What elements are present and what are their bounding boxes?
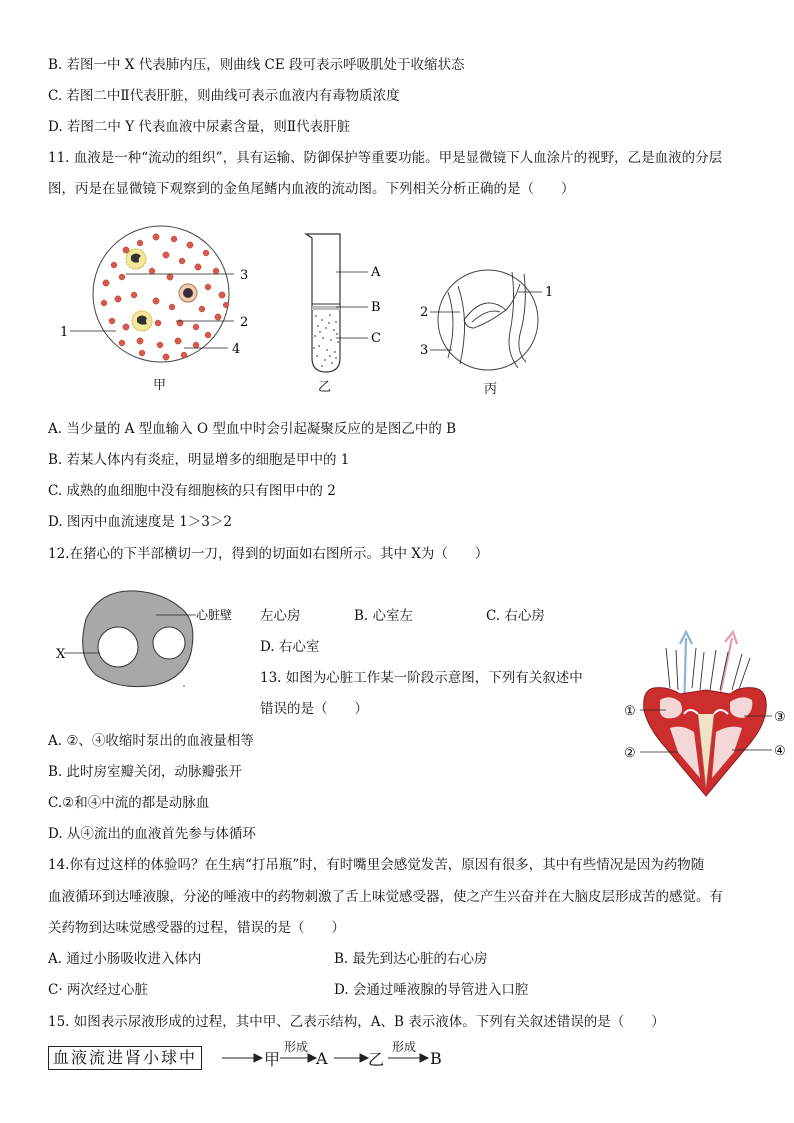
white-blood-cell-icon xyxy=(126,249,146,269)
fig-q13-label-3: ③ xyxy=(774,710,786,725)
q12-stem: 12.在猪心的下半部横切一刀，得到的切面如右图所示。其中 X为（ ） xyxy=(48,546,489,562)
q15-stem: 15. 如图表示尿液形成的过程，其中甲、乙表示结构，A、B 表示液体。下列有关叙述错误的是（ ） xyxy=(48,1014,665,1030)
q14-option-a: A. 通过小肠吸收进入体内 xyxy=(48,951,202,967)
fig-yi-label-b: B xyxy=(371,300,381,315)
urine-flow-jia: 甲 xyxy=(264,1050,281,1069)
q14-option-b: B. 最先到达心脏的右心房 xyxy=(334,951,488,967)
q14-option-c: C· 两次经过心脏 xyxy=(48,982,148,998)
urine-flow-b: B xyxy=(430,1049,442,1068)
q13-stem-line-2: 错误的是（ ） xyxy=(260,701,368,717)
q14-option-d: D. 会通过唾液腺的导管进入口腔 xyxy=(334,982,529,998)
fig-jia-label-1: 1 xyxy=(60,325,69,340)
fig-q13-label-1: ① xyxy=(624,704,636,719)
q14-stem-line-2: 血液循环到达唾液腺，分泌的唾液中的药物刺激了舌上味觉感受器，使之产生兴奋并在大脑皮层形成苦的感觉。有 xyxy=(48,889,723,905)
figure-test-tube xyxy=(300,230,400,375)
q13-option-a: A. ②、④收缩时泵出的血液量相等 xyxy=(48,733,254,749)
q12-option-d: D. 右心室 xyxy=(260,639,320,655)
fig-bing-label-1: 1 xyxy=(545,285,554,300)
figure-blood-smear xyxy=(56,215,266,375)
urine-flow-arrow-label-2: 形成 xyxy=(392,1040,417,1054)
q11-stem-line-1: 11. 血液是一种“流动的组织”，具有运输、防御保护等重要功能。甲是显微镜下人血涂片的视野，乙是血液的分层 xyxy=(48,150,723,166)
q10-option-c: C. 若图二中Ⅱ代表肝脏，则曲线可表示血液内有毒物质浓度 xyxy=(48,88,400,104)
q11-stem-line-2: 图，丙是在显微镜下观察到的金鱼尾鳍内血液的流动图。下列相关分析正确的是（ ） xyxy=(48,181,575,197)
fig-q13-label-2: ② xyxy=(624,746,636,761)
q13-option-c: C.②和④中流的都是动脉血 xyxy=(48,795,210,811)
urine-flow-arrow-label-1: 形成 xyxy=(284,1040,309,1054)
q11-option-b: B. 若某人体内有炎症，明显增多的细胞是甲中的 1 xyxy=(48,452,350,468)
fig-jia-label-4: 4 xyxy=(232,342,241,357)
q14-stem-line-3: 关药物到达味觉感受器的过程，错误的是（ ） xyxy=(48,920,345,936)
fig-bing-label-2: 2 xyxy=(420,305,429,320)
fig-q12-x-label: X xyxy=(56,647,66,662)
q13-stem-line-1: 13. 如图为心脏工作某一阶段示意图，下列有关叙述中 xyxy=(260,670,583,686)
q10-option-d: D. 若图二中 Y 代表血液中尿素含量，则Ⅱ代表肝脏 xyxy=(48,119,351,135)
fig-q13-label-4: ④ xyxy=(774,744,786,759)
fig-jia-label-2: 2 xyxy=(240,315,249,330)
urine-flow-a: A xyxy=(316,1049,328,1068)
fig-yi-label-c: C xyxy=(371,331,381,346)
fig-bing-caption: 丙 xyxy=(484,382,498,397)
q12-option-b: B. 心室左 xyxy=(354,608,414,624)
q13-option-d: D. 从④流出的血液首先参与体循环 xyxy=(48,826,256,842)
fig-yi-label-a: A xyxy=(371,265,381,280)
q11-option-d: D. 图丙中血流速度是 1＞3＞2 xyxy=(48,514,232,530)
q11-option-a: A. 当少量的 A 型血输入 O 型血中时会引起凝聚反应的是图乙中的 B xyxy=(48,421,457,437)
urine-flow-yi: 乙 xyxy=(368,1050,385,1069)
fig-jia-caption: 甲 xyxy=(153,378,167,393)
q12-option-c: C. 右心房 xyxy=(486,608,545,624)
q10-option-b: B. 若图一中 X 代表肺内压，则曲线 CE 段可表示呼吸肌处于收缩状态 xyxy=(48,57,465,73)
urine-flow-start-box: 血液流进肾小球中 xyxy=(48,1046,202,1070)
fig-bing-label-3: 3 xyxy=(420,343,429,358)
white-blood-cell-icon xyxy=(179,284,197,302)
white-blood-cell-icon xyxy=(132,311,152,331)
fig-jia-label-3: 3 xyxy=(240,268,249,283)
figure-heart-cross-section xyxy=(56,585,256,695)
figure-heart-diagram xyxy=(620,628,792,800)
q13-option-b: B. 此时房室瓣关闭，动脉瓣张开 xyxy=(48,764,243,780)
q14-stem-line-1: 14.你有过这样的体验吗？在生病“打吊瓶”时，有时嘴里会感觉发苦，原因有很多，其中有些情况是因为药物随 xyxy=(48,857,705,873)
fig-yi-caption: 乙 xyxy=(318,380,332,395)
q12-option-a: 左心房 xyxy=(260,608,301,624)
q11-option-c: C. 成熟的血细胞中没有细胞核的只有图甲中的 2 xyxy=(48,483,336,499)
fig-q12-wall-label: 心脏壁 xyxy=(196,608,233,622)
figure-fish-tail-flow xyxy=(414,262,564,377)
